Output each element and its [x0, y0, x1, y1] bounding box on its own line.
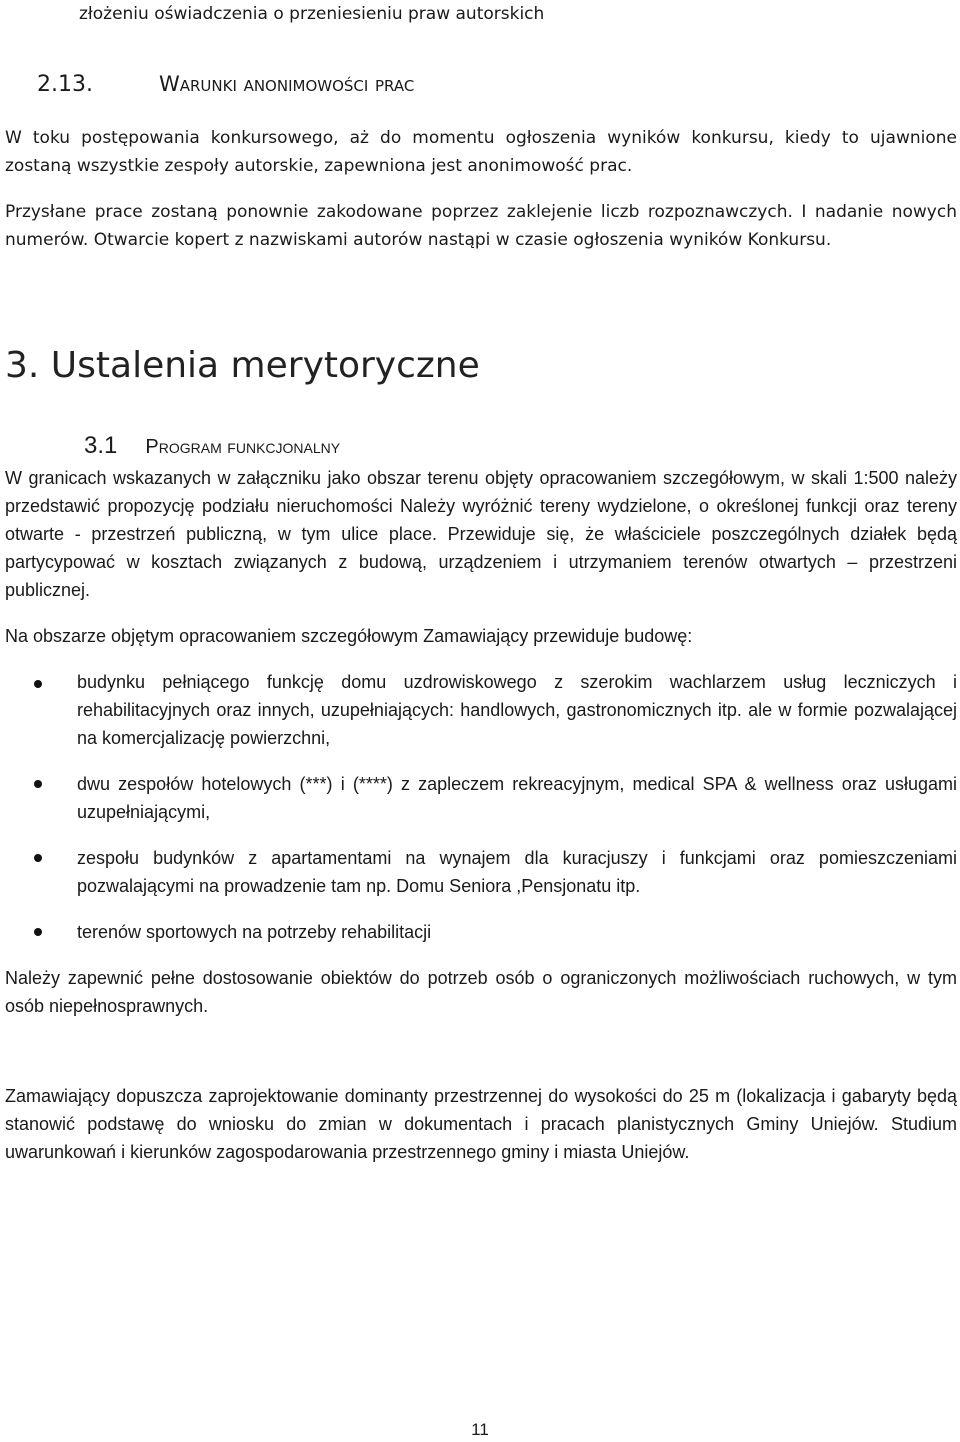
- section-3-1-title: Program funkcjonalny: [145, 436, 341, 458]
- section-2-13-heading: [37, 70, 414, 99]
- bullet-icon: [34, 780, 42, 788]
- list-item: budynku pełniącego funkcję domu uzdrowiskowego z szerokim wachlarzem usług leczniczych i rehabilitacyjnych oraz innych, uzupełniających: handlowych, gastronomicznych itp. ale w formie pozwalającej na komercjalizację powierzchni,: [77, 672, 957, 748]
- top-line-text: złożeniu oświadczenia o przeniesieniu praw autorskich: [79, 4, 545, 24]
- bullet-icon: [34, 928, 42, 936]
- section-3-1-paragraph-4: Zamawiający dopuszcza zaprojektowanie dominanty przestrzennej do wysokości do 25 m (lokalizacja i gabaryty będą stanowić podstawę do wniosku do zmian w dokumentach i pracach planistycznych Gminy Uniejów. Studium uwarunkowań i kierunków zagospodarowania przestrzennego gminy i miasta Uniejów.: [5, 1086, 957, 1162]
- section-3-heading: 3. Ustalenia merytoryczne: [5, 345, 480, 386]
- section-3-1-paragraph-3: Należy zapewnić pełne dostosowanie obiektów do potrzeb osób o ograniczonych możliwościach ruchowych, w tym osób niepełnosprawnych.: [5, 968, 957, 1016]
- section-3-1-paragraph-1: W granicach wskazanych w załączniku jako obszar terenu objęty opracowaniem szczegółowym, w skali 1:500 należy przedstawić propozycję podziału nieruchomości Należy wyróżnić tereny wydzielone, o określonej funkcji oraz tereny otwarte - przestrzeń publiczną, w tym ulice place. Przewiduje się, że właściciele poszczególnych działek będą partycypować w kosztach związanych z budową, urządzeniem i utrzymaniem terenów otwartych – przestrzeni publicznej.: [5, 468, 957, 600]
- section-3-1-paragraph-2: Na obszarze objętym opracowaniem szczegółowym Zamawiający przewiduje budowę:: [5, 626, 693, 646]
- list-item: zespołu budynków z apartamentami na wynajem dla kuracjuszy i funkcjami oraz pomieszczeniami pozwalającymi na prowadzenie tam np. Domu Seniora ,Pensjonatu itp.: [77, 848, 957, 896]
- bullet-icon: [34, 854, 42, 862]
- bullet-icon: [34, 680, 42, 688]
- section-2-13-paragraph-2: Przysłane prace zostaną ponownie zakodowane poprzez zaklejenie liczb rozpoznawczych. I nadanie nowych numerów. Otwarcie kopert z nazwiskami autorów nastąpi w czasie ogłoszenia wyników Konkursu.: [5, 202, 957, 250]
- section-3-1-number: 3.1: [84, 432, 118, 459]
- section-2-13-paragraph-1: W toku postępowania konkursowego, aż do momentu ogłoszenia wyników konkursu, kiedy to ujawnione zostaną wszystkie zespoły autorskie, zapewniona jest anonimowość prac.: [5, 128, 957, 176]
- section-2-13-number: 2.13.: [37, 72, 93, 97]
- section-3-1-heading: [84, 430, 340, 463]
- list-item: terenów sportowych na potrzeby rehabilitacji: [77, 922, 432, 942]
- section-2-13-title: Warunki anonimowości prac: [158, 72, 415, 96]
- page-number: 11: [471, 1420, 489, 1439]
- list-item: dwu zespołów hotelowych (***) i (****) z zapleczem rekreacyjnym, medical SPA & wellness oraz usługami uzupełniającymi,: [77, 774, 957, 822]
